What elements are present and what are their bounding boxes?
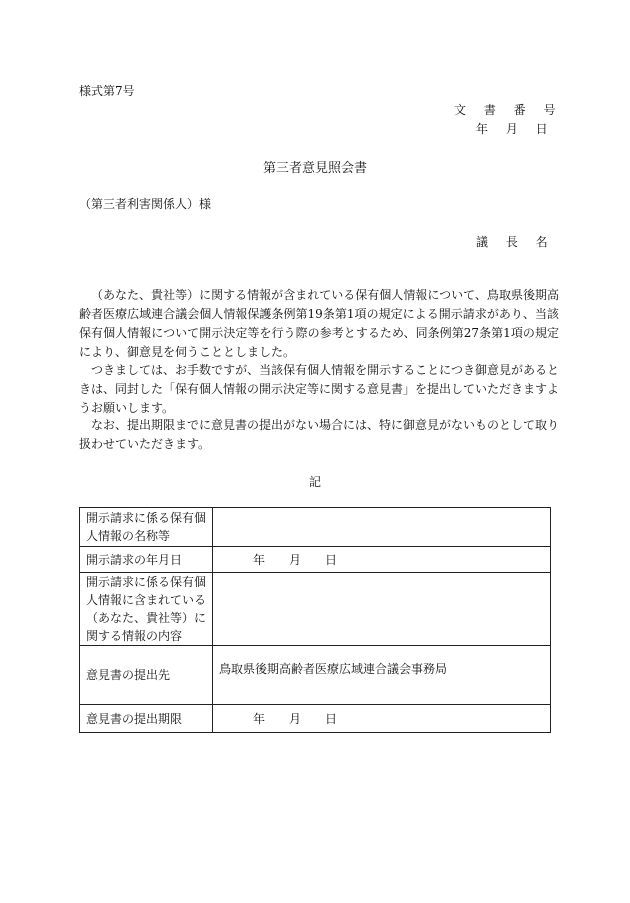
table-row xyxy=(80,547,551,573)
row-value: 鳥取県後期高齢者医療広域連合議会事務局 xyxy=(213,646,551,705)
info-table xyxy=(79,507,551,733)
paragraph-text: （あなた、貴社等）に関する情報が含まれている保有個人情報について、鳥取県後期高齢者医療広域連合議会個人情報保護条例第19条第1項の規定による開示請求があり、当該保有個人情報について開示決定等を行う際の参考とするため、同条例第27条第1項の規定により、御意見を伺うこととしました。 xyxy=(79,288,559,359)
paragraph-text: なお、提出期限までに意見書の提出がない場合には、特に御意見がないものとして取り扱わせていただきます。 xyxy=(79,418,560,451)
row-label: 開示請求の年月日 xyxy=(80,547,213,573)
row-label: 開示請求に係る保有個人情報に含まれている（あなた、貴社等）に関する情報の内容 xyxy=(80,573,213,646)
row-value xyxy=(213,573,551,646)
row-value xyxy=(213,508,551,547)
row-label: 開示請求に係る保有個人情報の名称等 xyxy=(80,508,213,547)
row-value: 年 月 日 xyxy=(213,547,551,573)
body-paragraph-2 xyxy=(79,361,559,418)
table-row xyxy=(80,705,551,733)
table-row xyxy=(80,646,551,705)
body-paragraph-1 xyxy=(79,286,559,362)
table-row xyxy=(80,508,551,547)
paragraph-text: つきましては、お手数ですが、当該保有個人情報を開示することにつき御意見があるときは、同封した「保有個人情報の開示決定等に関する意見書」を提出していただきますようお願いします。 xyxy=(79,363,560,415)
row-label: 意見書の提出先 xyxy=(80,646,213,705)
row-label: 意見書の提出期限 xyxy=(80,705,213,733)
ki-heading: 記 xyxy=(308,475,321,489)
recipient: （第三者利害関係人）様 xyxy=(79,197,212,211)
form-number: 様式第7号 xyxy=(79,84,135,98)
table-row xyxy=(80,573,551,646)
body-paragraph-3 xyxy=(79,416,559,454)
document-date-label: 年 月 日 xyxy=(476,122,555,136)
row-value: 年 月 日 xyxy=(213,705,551,733)
document-title: 第三者意見照会書 xyxy=(262,161,367,176)
document-number-label: 文 書 番 号 xyxy=(454,103,563,117)
sender-name: 議 長 名 xyxy=(476,235,555,249)
